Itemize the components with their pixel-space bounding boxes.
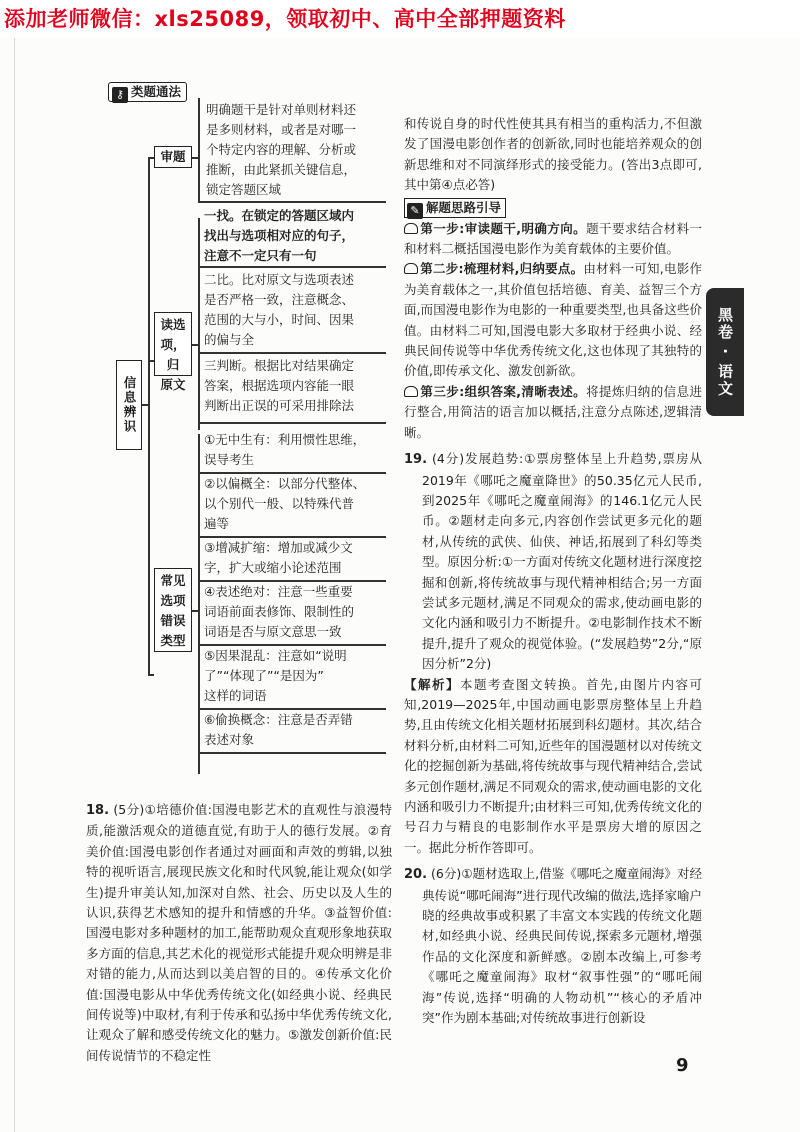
error-line: 词语前面表修饰、限制性的 bbox=[204, 604, 355, 619]
errors-label-line: 错误 bbox=[160, 613, 186, 628]
shenti-line: 明确题干是针对单则材料还 bbox=[206, 102, 357, 117]
shenti-line: 是多则材料，或者是对哪一 bbox=[206, 122, 357, 137]
root-trunk bbox=[148, 158, 150, 676]
step2-line: 二比。比对原文与选项表述 bbox=[204, 272, 355, 287]
method-tag-label: 类题通法 bbox=[131, 84, 182, 99]
duxuan-step1 bbox=[204, 206, 390, 266]
step1-line: 注意不一定只有一句 bbox=[204, 248, 317, 263]
answer-page bbox=[0, 38, 800, 1132]
error-line: 遍等 bbox=[204, 516, 230, 531]
q18-number: 18. bbox=[86, 803, 110, 818]
errors-label-line: 选项 bbox=[160, 593, 186, 608]
error-line: ④表述绝对：注意一些重要 bbox=[204, 584, 353, 599]
error-item-6 bbox=[204, 710, 390, 750]
step3-line: 判断出正误的可采用排除法 bbox=[204, 398, 355, 413]
error-line: ⑤因果混乱：注意如“说明 bbox=[204, 648, 347, 663]
duxuan-step2 bbox=[204, 270, 390, 350]
solve-guide-label: 解题思路引导 bbox=[426, 199, 502, 215]
pencil-icon: ✎ bbox=[407, 203, 423, 219]
subject-side-tab: 黑卷 · 语文 bbox=[706, 288, 744, 416]
q19-answer bbox=[404, 449, 702, 674]
root-node: 信息辨识 bbox=[116, 360, 142, 450]
step2-label: 第二步:梳理材料,归纳要点。 bbox=[420, 261, 584, 277]
analysis-label: 【解析】 bbox=[404, 676, 461, 692]
step1-label: 第一步:审读题干,明确方向。 bbox=[420, 220, 587, 236]
q20-text: (6分)①题材选取上,借鉴《哪吒之魔童闹海》对经典传说“哪吒闹海”进行现代改编的做法,选择家喻户晓的经典故事或积累了丰富文本实践的传统文化题材,如经典小说、经典民间传说,探索多元题材,增强作品的文化深度和新鲜感。②剧本改编上,可参考《哪吒之魔童闹海》取材“叙事性强”的“哪吒闹海”传说,选择“明确的人物动机”“核心的矛盾冲突”作为剧本基础;对传统故事进行创新设 bbox=[422, 866, 702, 1026]
shenti-bracket bbox=[198, 98, 200, 202]
error-line: 表述对象 bbox=[204, 732, 255, 747]
shenti-line: 个特定内容的理解、分析或 bbox=[206, 142, 357, 157]
q18-continuation: 和传说自身的时代性使其具有相当的重构活力,不但激发了国漫电影创作者的创新欲,同时也能培养观众的创新思维和对不同演绎形式的接受能力。(答出3点即可,其中第④点必答) bbox=[404, 116, 702, 193]
errors-bracket bbox=[198, 434, 200, 774]
error-item-5 bbox=[204, 646, 390, 706]
solve-step1 bbox=[404, 219, 702, 260]
error-line: 词语是否与原文意思一致 bbox=[204, 624, 342, 639]
step1-line: 一找。在锁定的答题区域内 bbox=[204, 208, 355, 223]
errors-connector bbox=[192, 610, 199, 612]
error-line: ⑥偷换概念：注意是否弄错 bbox=[204, 712, 353, 727]
step2-line: 是否严格一致，注意概念、 bbox=[204, 292, 355, 307]
error-line: 以个别代一般、以特殊代普 bbox=[204, 496, 355, 511]
duxuan-label-line: 项，归 bbox=[160, 337, 186, 372]
shenti-line: 锁定答题区域 bbox=[206, 182, 282, 197]
duxuan-label-line: 读选 bbox=[160, 317, 186, 332]
step-arrow-icon bbox=[404, 263, 418, 274]
key-icon: ⚷ bbox=[112, 87, 128, 103]
step3-line: 答案，根据选项内容能一眼 bbox=[204, 378, 355, 393]
duxuan-connector bbox=[192, 344, 199, 346]
step2-text: 由材料一可知,电影作为美育载体之一,其价值包括培德、育美、益智三个方面,而国漫电影作为电影的一种重要类型,也具备这些价值。由材料二可知,国漫电影大多取材于经典小说、经典民间传说等中华优秀传统文化,这也体现了其独特的价值,即传承文化、激发创新欲。 bbox=[404, 261, 702, 379]
solve-step3 bbox=[404, 382, 702, 443]
error-line: ②以偏概全：以部分代整体、 bbox=[204, 476, 366, 491]
step2-line: 的偏与全 bbox=[204, 332, 255, 347]
error-item-4 bbox=[204, 582, 390, 642]
error-line: ③增减扩缩：增加或减少文 bbox=[204, 540, 353, 555]
step-arrow-icon bbox=[404, 386, 418, 397]
branch-shenti: 审题 bbox=[154, 146, 192, 168]
duxuan-bracket bbox=[198, 218, 200, 430]
errors-link bbox=[148, 652, 150, 676]
error-line: 了”“体现了”“是因为” bbox=[204, 668, 324, 683]
divider bbox=[198, 266, 386, 268]
step3-label: 第三步:组织答案,清晰表述。 bbox=[420, 383, 587, 399]
solve-guide-tag bbox=[404, 198, 506, 218]
q20-number: 20. bbox=[404, 867, 428, 883]
error-item-2 bbox=[204, 474, 390, 534]
q18-answer bbox=[86, 800, 392, 1066]
root-connector bbox=[142, 404, 149, 406]
divider bbox=[198, 422, 386, 424]
q20-answer bbox=[404, 864, 702, 1028]
q19-text: (4分)发展趋势:①票房整体呈上升趋势,票房从2019年《哪吒之魔童降世》的50.35亿元人民币,到2025年《哪吒之魔童闹海》的146.1亿元人民币。②题材走向多元,内容创作尝试更多元化的题材,从传统的武侠、仙侠、神话,拓展到了科幻等类型。原因分析:①一方面对传统文化题材进行深度挖掘和创新,将传统故事与现代精神相结合;另一方面尝试多元题材,满足不同观众的需求,使动画电影的文化内涵和吸引力不断提升。②电影制作技术不断提升,提升了观众的视觉体验。(“发展趋势”2分,“原因分析”2分) bbox=[422, 451, 702, 672]
shenti-line: 推断，由此紧抓关键信息， bbox=[206, 162, 357, 177]
duxuan-step3 bbox=[204, 356, 390, 416]
q19-analysis bbox=[404, 675, 702, 859]
error-line: 字，扩大或缩小论述范围 bbox=[204, 560, 342, 575]
error-line: 这样的词语 bbox=[204, 688, 267, 703]
duxuan-label-line: 原文 bbox=[160, 377, 186, 392]
step1-text: 题干要求结合材料一和材料二概括国漫电影作为美育载体的主要价值。 bbox=[404, 220, 702, 257]
branch-duxuan bbox=[154, 312, 192, 392]
step3-line: 三判断。根据比对结果确定 bbox=[204, 358, 355, 373]
q19-number: 19. bbox=[404, 452, 428, 468]
page-fold-line bbox=[14, 38, 15, 1132]
error-line: 误导考生 bbox=[204, 452, 255, 467]
error-item-3 bbox=[204, 538, 390, 578]
step1-line: 找出与选项相对应的句子， bbox=[204, 228, 355, 243]
solve-step2 bbox=[404, 259, 702, 381]
q18-text: (5分)①培德价值:国漫电影艺术的直观性与浪漫特质,能激活观众的道德直觉,有助于人的德行发展。②育美价值:国漫电影创作者通过对画面和声效的剪辑,以独特的视听语言,展现民族文化和时代风貌,能让观众(如学生)提升审美认知,加深对自然、社会、历史以及人生的认识,获得艺术感知的提升和情感的升华。③益智价值:国漫电影对多种题材的加工,能帮助观众直观形象地获取多方面的信息,其艺术化的视觉形式能提升观众明辨是非对错的能力,从而达到以美启智的目的。④传承文化价值:国漫电影从中华优秀传统文化(如经典小说、经典民间传说等)中取材,有利于传承和弘扬中华优秀传统文化,让观众了解和感受传统文化的魅力。⑤激发创新价值:民间传说情节的不稳定性 bbox=[86, 802, 392, 1063]
error-line: ①无中生有：利用惯性思维， bbox=[204, 432, 366, 447]
errors-label-line: 类型 bbox=[160, 633, 186, 648]
analysis-text: 本题考查图文转换。首先,由图片内容可知,2019—2025年,中国动画电影票房整体呈上升趋势,且由传统文化相关题材拓展到科幻题材。其次,结合材料分析,由材料二可知,近些年的国漫题材以对传统文化的挖掘创新为基础,将传统故事与现代精神结合,尝试多元创作题材,满足不同观众的需求,使动画电影的文化内涵和吸引力不断提升;由材料三可知,优秀传统文化的号召力与精良的电影制作水平是票房大增的原因之一。据此分析作答即可。 bbox=[404, 676, 702, 855]
divider bbox=[198, 352, 386, 354]
right-column bbox=[404, 114, 702, 1028]
promo-banner: 添加老师微信：xls25089，领取初中、高中全部押题资料 bbox=[0, 0, 800, 38]
step2-line: 范围的大与小，时间、因果 bbox=[204, 312, 355, 327]
step3-text: 将提炼归纳的信息进行整合,用简洁的语言加以概括,注意分点陈述,逻辑清晰。 bbox=[404, 383, 702, 440]
divider bbox=[198, 752, 386, 754]
branch-errors bbox=[154, 568, 192, 652]
page-number: 9 bbox=[676, 1055, 689, 1076]
shenti-connector bbox=[192, 157, 199, 159]
divider bbox=[198, 201, 386, 203]
errors-label-line: 常见 bbox=[160, 573, 186, 588]
method-tag bbox=[108, 82, 187, 102]
step-arrow-icon bbox=[404, 223, 418, 234]
error-item-1 bbox=[204, 430, 390, 470]
shenti-text bbox=[206, 100, 386, 200]
